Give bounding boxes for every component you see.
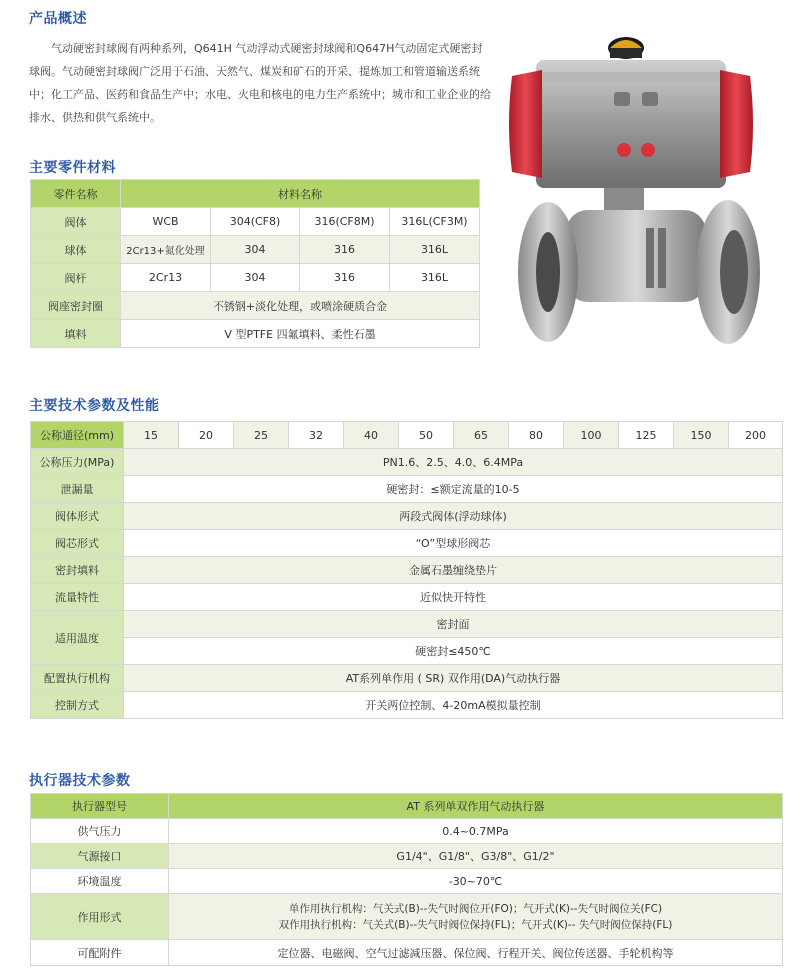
dn-cell: 150 bbox=[674, 422, 729, 449]
table-row bbox=[31, 320, 480, 348]
param-label: 公称压力(MPa) bbox=[31, 449, 124, 476]
dn-cell: 125 bbox=[619, 422, 674, 449]
materials-cell: V 型PTFE 四氟填料、柔性石墨 bbox=[121, 320, 480, 348]
actuator-label: 环境温度 bbox=[31, 869, 169, 894]
params-title: 主要技术参数及性能 bbox=[29, 398, 160, 414]
param-value: 密封面 bbox=[124, 611, 783, 638]
table-row bbox=[31, 665, 783, 692]
materials-table bbox=[30, 179, 480, 348]
actuator-header-value: AT 系列单双作用气动执行器 bbox=[169, 794, 783, 819]
actuator-label: 气源接口 bbox=[31, 844, 169, 869]
actuator-title: 执行器技术参数 bbox=[29, 773, 131, 789]
table-row bbox=[31, 208, 480, 236]
table-row bbox=[31, 422, 783, 449]
pneumatic-ball-valve-photo bbox=[506, 32, 776, 350]
actuator-label: 作用形式 bbox=[31, 894, 169, 940]
table-row bbox=[31, 611, 783, 638]
materials-cell: 316 bbox=[300, 264, 390, 292]
overview-text: 气动硬密封球阀有两种系列，Q641H 气动浮动式硬密封球阀和Q647H气动固定式硬密封球阀。气动硬密封球阀广泛用于石油、天然气、煤炭和矿石的开采、提炼加工和管道输送系统中；化工产品、医药和食品生产中；水电、火电和核电的电力生产系统中；城市和工业企业的给排水、供热和供气系统中。 bbox=[29, 42, 491, 124]
action-line-single: 单作用执行机构：气关式(B)--失气时阀位开(FO)；气开式(K)--失气时阀位关(FC) bbox=[288, 902, 663, 915]
materials-cell: 316L bbox=[390, 264, 480, 292]
materials-cell: 2Cr13 bbox=[121, 264, 211, 292]
dn-label: 公称通径(mm) bbox=[31, 422, 124, 449]
param-label: 密封填料 bbox=[31, 557, 124, 584]
materials-cell: 球体 bbox=[31, 236, 121, 264]
overview-title: 产品概述 bbox=[29, 11, 87, 27]
materials-cell: 316 bbox=[300, 236, 390, 264]
materials-cell: 304(CF8) bbox=[211, 208, 300, 236]
param-label: 控制方式 bbox=[31, 692, 124, 719]
actuator-value: 定位器、电磁阀、空气过滤减压器、保位阀、行程开关、阀位传送器、手轮机构等 bbox=[169, 940, 783, 966]
param-value: 两段式阀体(浮动球体) bbox=[124, 503, 783, 530]
materials-title: 主要零件材料 bbox=[29, 160, 116, 176]
actuator-value: G1/4"、G1/8"、G3/8"、G1/2" bbox=[169, 844, 783, 869]
materials-cell: 不锈钢+淡化处理，或喷涂硬质合金 bbox=[121, 292, 480, 320]
table-row bbox=[31, 584, 783, 611]
dn-cell: 40 bbox=[344, 422, 399, 449]
materials-cell: 阀杆 bbox=[31, 264, 121, 292]
table-row bbox=[31, 557, 783, 584]
table-row bbox=[31, 844, 783, 869]
action-line-double: 双作用执行机构：气关式(B)--失气时阀位保持(FL)；气开式(K)-- 失气时阀位保持(FL) bbox=[278, 918, 673, 931]
actuator-value: 0.4~0.7MPa bbox=[169, 819, 783, 844]
dn-cell: 25 bbox=[234, 422, 289, 449]
table-row bbox=[31, 692, 783, 719]
param-label: 阀芯形式 bbox=[31, 530, 124, 557]
actuator-label: 供气压力 bbox=[31, 819, 169, 844]
dn-cell: 100 bbox=[564, 422, 619, 449]
table-row bbox=[31, 449, 783, 476]
param-value: 金属石墨缠绕垫片 bbox=[124, 557, 783, 584]
dn-cell: 65 bbox=[454, 422, 509, 449]
actuator-table bbox=[30, 793, 783, 966]
materials-header-part: 零件名称 bbox=[31, 180, 121, 208]
table-row bbox=[31, 476, 783, 503]
param-value: “O”型球形阀芯 bbox=[124, 530, 783, 557]
table-row bbox=[31, 292, 480, 320]
action-mode-cell bbox=[169, 894, 783, 940]
dn-cell: 32 bbox=[289, 422, 344, 449]
table-row bbox=[31, 530, 783, 557]
materials-cell: 阀体 bbox=[31, 208, 121, 236]
materials-cell: 316L(CF3M) bbox=[390, 208, 480, 236]
param-label: 适用温度 bbox=[31, 611, 124, 665]
materials-cell: 316(CF8M) bbox=[300, 208, 390, 236]
materials-cell: WCB bbox=[121, 208, 211, 236]
dn-cell: 200 bbox=[729, 422, 783, 449]
param-label: 流量特性 bbox=[31, 584, 124, 611]
materials-cell: 304 bbox=[211, 236, 300, 264]
dn-cell: 50 bbox=[399, 422, 454, 449]
table-row bbox=[31, 940, 783, 966]
actuator-header-label: 执行器型号 bbox=[31, 794, 169, 819]
actuator-value: -30~70℃ bbox=[169, 869, 783, 894]
param-value: 开关两位控制、4-20mA模拟量控制 bbox=[124, 692, 783, 719]
table-row bbox=[31, 236, 480, 264]
table-row bbox=[31, 894, 783, 940]
materials-header-material: 材料名称 bbox=[121, 180, 480, 208]
param-label: 配置执行机构 bbox=[31, 665, 124, 692]
materials-cell: 316L bbox=[390, 236, 480, 264]
param-value: AT系列单作用 ( SR) 双作用(DA)气动执行器 bbox=[124, 665, 783, 692]
materials-cell: 2Cr13+氮化处理 bbox=[121, 236, 211, 264]
materials-cell: 304 bbox=[211, 264, 300, 292]
table-row bbox=[31, 869, 783, 894]
param-label: 泄漏量 bbox=[31, 476, 124, 503]
param-value: 硬密封：≤额定流量的10-5 bbox=[124, 476, 783, 503]
table-row bbox=[31, 503, 783, 530]
param-value: PN1.6、2.5、4.0、6.4MPa bbox=[124, 449, 783, 476]
param-value: 硬密封≤450℃ bbox=[124, 638, 783, 665]
materials-cell: 填料 bbox=[31, 320, 121, 348]
actuator-label: 可配附件 bbox=[31, 940, 169, 966]
dn-cell: 80 bbox=[509, 422, 564, 449]
param-value: 近似快开特性 bbox=[124, 584, 783, 611]
table-row bbox=[31, 180, 480, 208]
table-row bbox=[31, 794, 783, 819]
table-row bbox=[31, 638, 783, 665]
params-table bbox=[30, 421, 783, 719]
table-row bbox=[31, 264, 480, 292]
materials-cell: 阀座密封圈 bbox=[31, 292, 121, 320]
table-row bbox=[31, 819, 783, 844]
dn-cell: 15 bbox=[124, 422, 179, 449]
param-label: 阀体形式 bbox=[31, 503, 124, 530]
dn-cell: 20 bbox=[179, 422, 234, 449]
